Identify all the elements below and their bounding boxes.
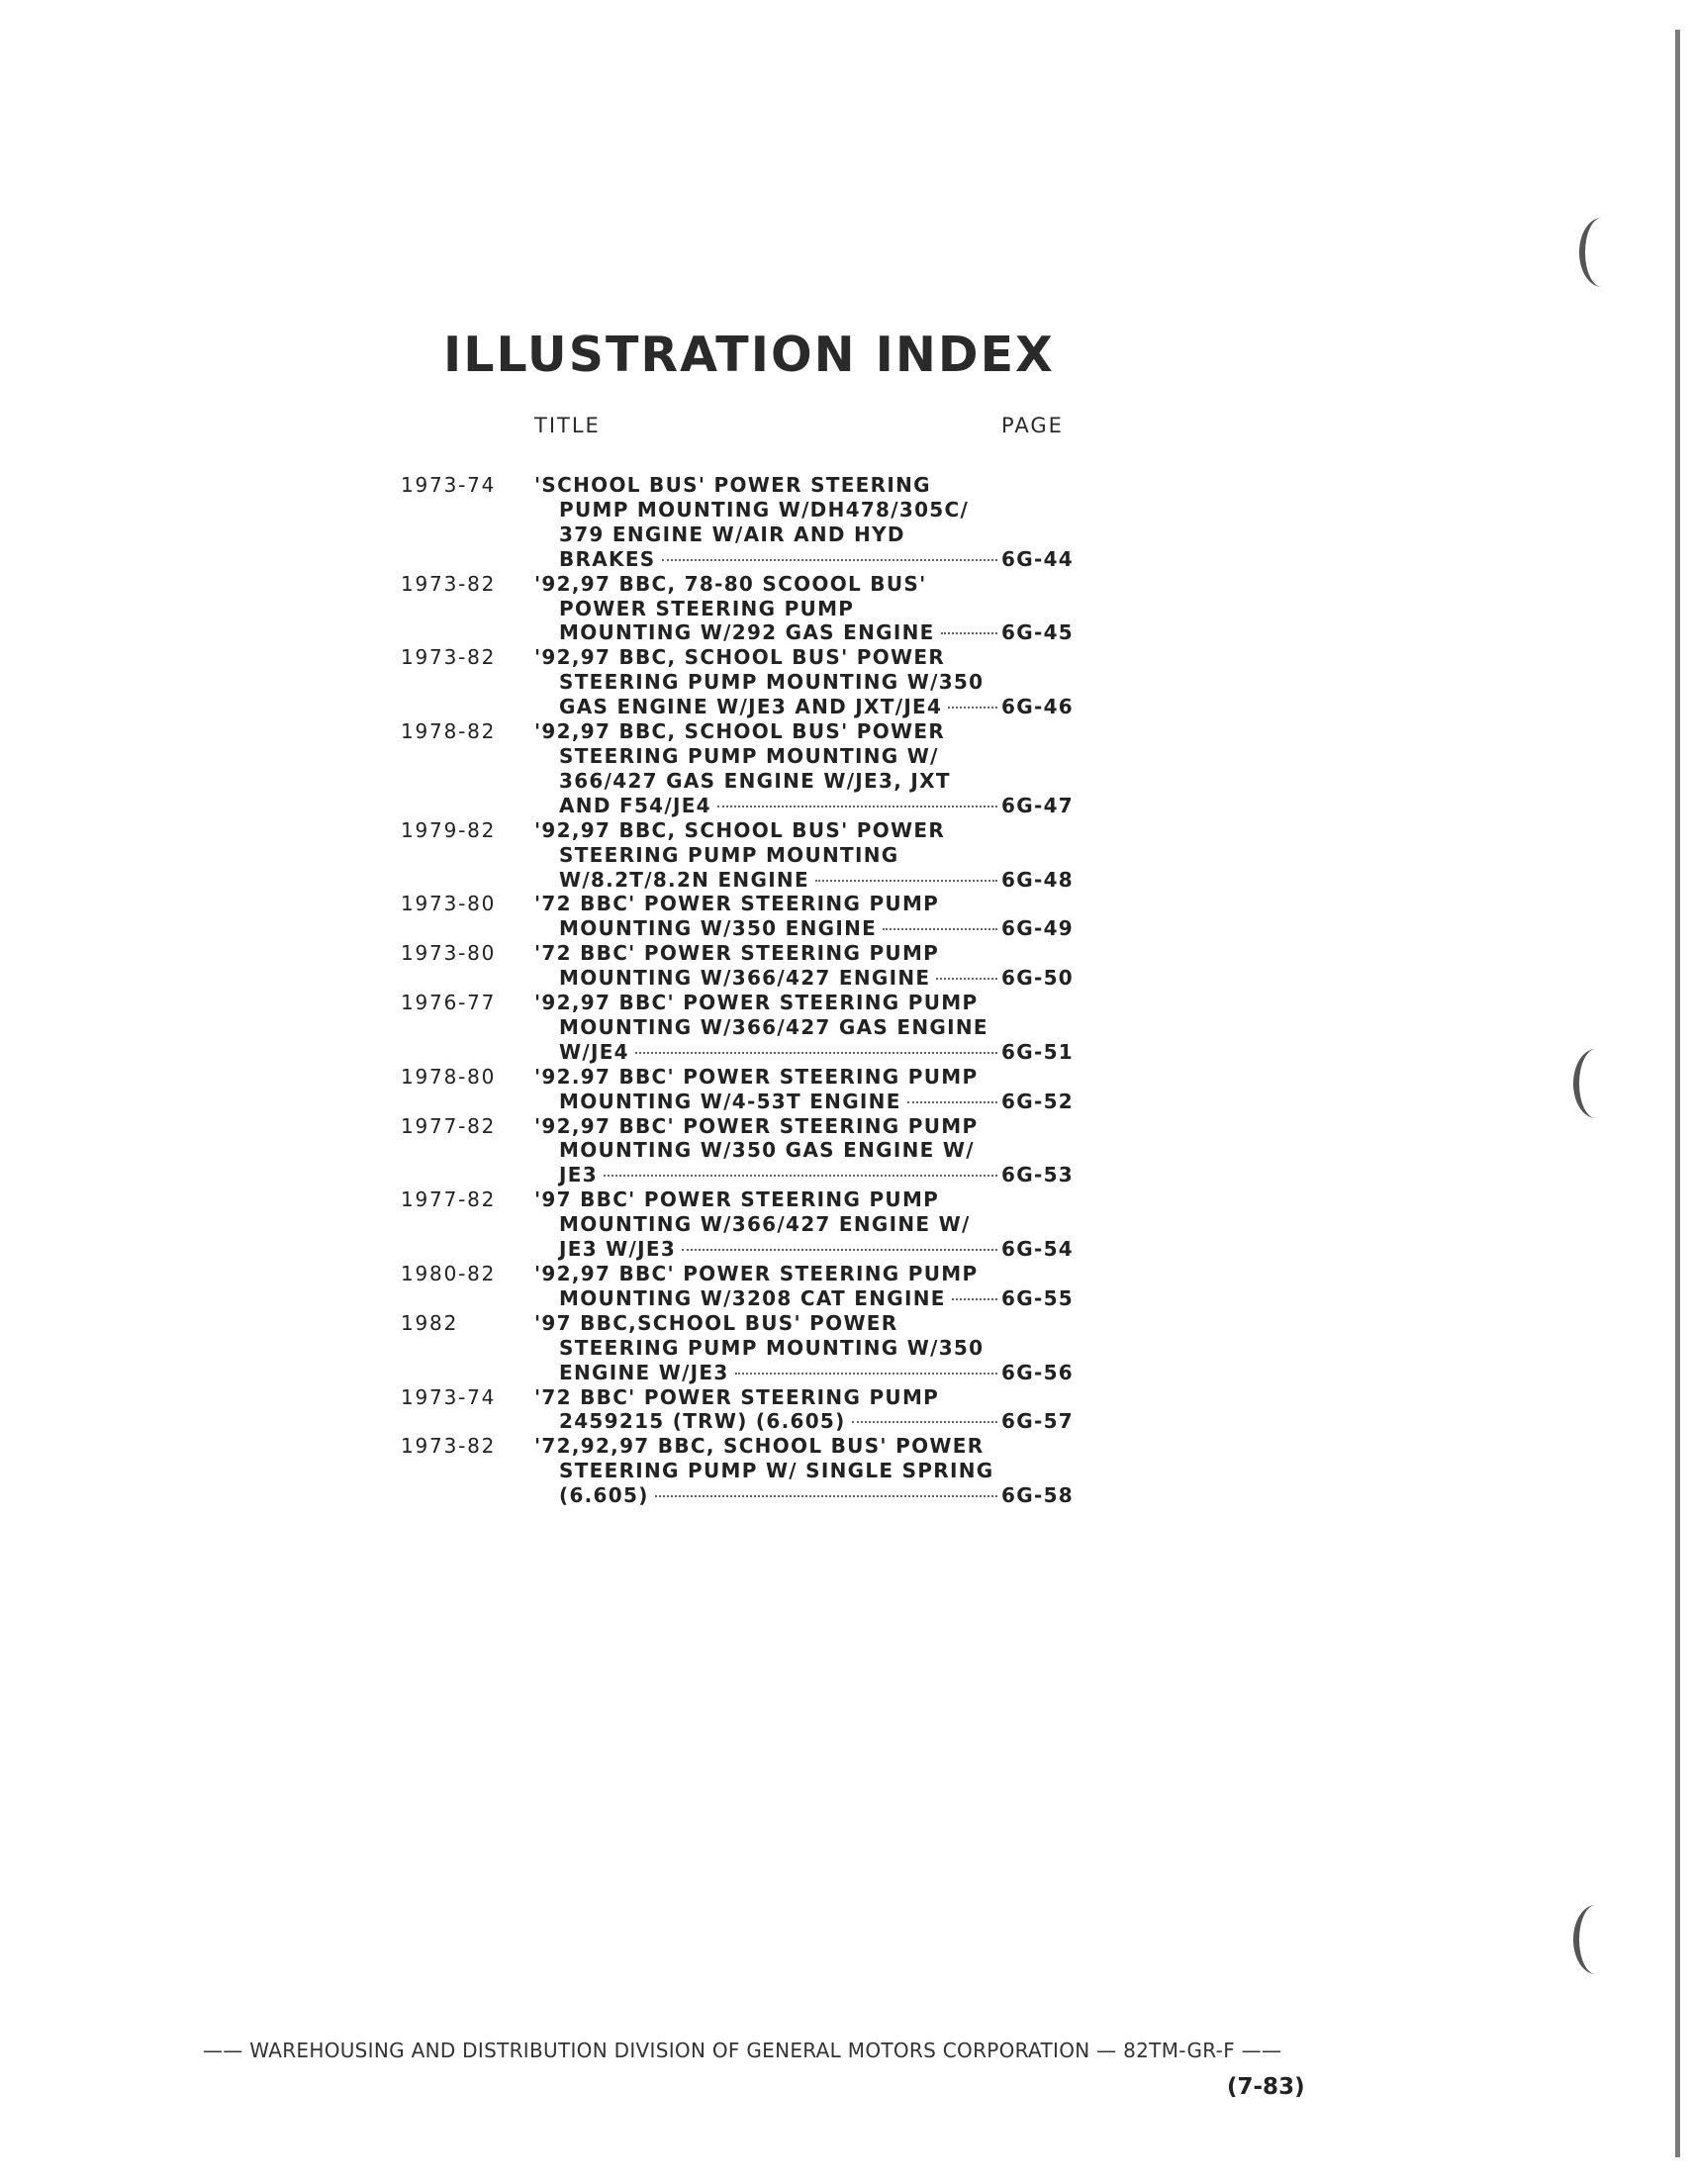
- entry-title-text: 366/427 GAS ENGINE W/JE3, JXT: [559, 768, 951, 793]
- illustration-index-list: [401, 473, 1074, 1508]
- entry-title-line: [534, 744, 1074, 769]
- entry-title-text: PUMP MOUNTING W/DH478/305C/: [559, 497, 970, 522]
- entry-title-text: MOUNTING W/350 ENGINE: [559, 916, 878, 941]
- entry-page-number: 6G-51: [1001, 1039, 1074, 1064]
- entry-title-line: [534, 941, 1074, 966]
- entry-title: [534, 941, 1074, 991]
- binder-hole-bottom: [1573, 1905, 1619, 1974]
- entry-title-text: '72 BBC' POWER STEERING PUMP: [534, 941, 940, 966]
- entry-page-number: 6G-52: [1001, 1089, 1074, 1113]
- entry-title-line: [534, 1483, 1074, 1508]
- entry-page-number: 6G-47: [1001, 793, 1074, 817]
- entry-title-line: [534, 1040, 1074, 1065]
- entry-page-number: 6G-57: [1001, 1409, 1074, 1434]
- entry-title-line: [534, 645, 1074, 670]
- dot-leader: [815, 880, 997, 882]
- entry-title-line: [534, 868, 1074, 893]
- entry-title-line: [534, 1065, 1074, 1090]
- entry-title-line: [534, 1138, 1074, 1163]
- index-entry: [401, 1311, 1074, 1385]
- entry-title-text: (6.605): [559, 1483, 649, 1508]
- entry-title-line: [534, 719, 1074, 744]
- entry-title-text: STEERING PUMP MOUNTING W/350: [559, 1335, 985, 1360]
- binder-hole-top: [1579, 218, 1625, 287]
- entry-title-line: [534, 769, 1074, 794]
- entry-title: [534, 1187, 1074, 1262]
- entry-years: 1977-82: [401, 1113, 497, 1138]
- entry-title-line: [534, 670, 1074, 695]
- dot-leader: [604, 1175, 997, 1177]
- entry-title-text: W/JE4: [559, 1039, 629, 1064]
- entry-title-text: MOUNTING W/350 GAS ENGINE W/: [559, 1138, 975, 1163]
- entry-title-line: [534, 1361, 1074, 1385]
- entry-years: 1978-80: [401, 1064, 497, 1089]
- entry-title-text: 2459215 (TRW) (6.605): [559, 1409, 846, 1434]
- entry-title: [534, 1434, 1074, 1508]
- dot-leader: [941, 632, 997, 634]
- entry-title-text: 379 ENGINE W/AIR AND HYD: [559, 522, 905, 546]
- entry-title-line: [534, 916, 1074, 941]
- entry-years: 1973-82: [401, 645, 497, 670]
- index-entry: [401, 572, 1074, 646]
- dot-leader: [883, 928, 997, 930]
- entry-title-line: [534, 1434, 1074, 1459]
- entry-title-line: [534, 1311, 1074, 1336]
- dot-leader: [907, 1101, 997, 1103]
- entry-page-number: 6G-58: [1001, 1483, 1074, 1508]
- entry-years: 1973-80: [401, 941, 497, 966]
- entry-title: [534, 1262, 1074, 1311]
- entry-years: 1973-80: [401, 892, 497, 916]
- entry-title-text: STEERING PUMP W/ SINGLE SPRING: [559, 1459, 994, 1483]
- footer-revision-code: (7-83): [1227, 2074, 1305, 2100]
- entry-title-text: '92,97 BBC' POWER STEERING PUMP: [534, 1113, 979, 1138]
- index-entry: [401, 1065, 1074, 1114]
- entry-title-text: MOUNTING W/4-53T ENGINE: [559, 1089, 901, 1113]
- dot-leader: [717, 806, 997, 807]
- index-entry: [401, 1262, 1074, 1311]
- entry-title: [534, 1385, 1074, 1435]
- entry-title-text: JE3: [559, 1163, 598, 1187]
- entry-years: 1973-82: [401, 1434, 497, 1459]
- entry-page-number: 6G-55: [1001, 1285, 1074, 1310]
- index-entry: [401, 941, 1074, 991]
- entry-title-text: '97 BBC,SCHOOL BUS' POWER: [534, 1310, 898, 1335]
- entry-title-line: [534, 1187, 1074, 1212]
- entry-title-text: JE3 W/JE3: [559, 1237, 677, 1262]
- entry-title-text: GAS ENGINE W/JE3 AND JXT/JE4: [559, 695, 943, 719]
- index-entry: [401, 719, 1074, 818]
- entry-title-line: [534, 966, 1074, 991]
- entry-page-number: 6G-53: [1001, 1163, 1074, 1187]
- entry-title-line: [534, 1459, 1074, 1483]
- index-entry: [401, 1114, 1074, 1188]
- entry-page-number: 6G-49: [1001, 916, 1074, 941]
- entry-title-text: '92,97 BBC, SCHOOL BUS' POWER: [534, 645, 946, 670]
- entry-title-line: [534, 473, 1074, 498]
- dot-leader: [852, 1421, 997, 1423]
- entry-title-text: STEERING PUMP MOUNTING W/: [559, 743, 939, 768]
- entry-years: 1979-82: [401, 817, 497, 842]
- entry-title-line: [534, 547, 1074, 572]
- entry-title-text: MOUNTING W/292 GAS ENGINE: [559, 620, 935, 645]
- entry-years: 1978-82: [401, 719, 497, 744]
- entry-title-text: ENGINE W/JE3: [559, 1360, 729, 1384]
- entry-title-text: '92,97 BBC' POWER STEERING PUMP: [534, 1262, 979, 1285]
- index-entry: [401, 892, 1074, 941]
- entry-title-line: [534, 892, 1074, 916]
- dot-leader: [735, 1373, 997, 1375]
- entry-title-text: 'SCHOOL BUS' POWER STEERING: [534, 473, 931, 497]
- entry-title-text: '72 BBC' POWER STEERING PUMP: [534, 892, 940, 916]
- entry-page-number: 6G-50: [1001, 966, 1074, 991]
- entry-title-line: [534, 1409, 1074, 1434]
- entry-title: [534, 1114, 1074, 1188]
- entry-title: [534, 645, 1074, 719]
- entry-title-text: MOUNTING W/366/427 GAS ENGINE: [559, 1014, 988, 1039]
- entry-title-text: POWER STEERING PUMP: [559, 596, 855, 620]
- entry-title: [534, 818, 1074, 893]
- entry-title: [534, 991, 1074, 1065]
- entry-title: [534, 1311, 1074, 1385]
- entry-title-line: [534, 1163, 1074, 1187]
- entry-title-line: [534, 522, 1074, 547]
- entry-years: 1977-82: [401, 1187, 497, 1212]
- dot-leader: [635, 1052, 997, 1054]
- entry-title-line: [534, 1286, 1074, 1311]
- entry-page-number: 6G-45: [1001, 620, 1074, 645]
- entry-title-line: [534, 794, 1074, 818]
- index-entry: [401, 1187, 1074, 1262]
- entry-title: [534, 473, 1074, 572]
- entry-page-number: 6G-46: [1001, 695, 1074, 719]
- entry-years: 1973-74: [401, 1384, 497, 1409]
- entry-title-text: '92,97 BBC, 78-80 SCOOOL BUS': [534, 571, 927, 596]
- entry-title-line: [534, 1237, 1074, 1262]
- entry-years: 1982: [401, 1310, 459, 1335]
- index-entry: [401, 1434, 1074, 1508]
- binder-hole-middle: [1573, 1049, 1619, 1118]
- index-entry: [401, 991, 1074, 1065]
- entry-title-line: [534, 1385, 1074, 1410]
- dot-leader: [948, 707, 997, 709]
- entry-title-line: [534, 1262, 1074, 1286]
- dot-leader: [655, 1495, 997, 1497]
- entry-title-line: [534, 1212, 1074, 1237]
- page-edge: [1675, 30, 1680, 2157]
- entry-title-line: [534, 818, 1074, 843]
- entry-page-number: 6G-48: [1001, 867, 1074, 892]
- entry-years: 1980-82: [401, 1262, 497, 1285]
- entry-title-text: MOUNTING W/366/427 ENGINE W/: [559, 1212, 971, 1237]
- entry-title-line: [534, 1114, 1074, 1139]
- dot-leader: [936, 978, 997, 980]
- page-title: ILLUSTRATION INDEX: [443, 327, 1055, 383]
- entry-title-text: '97 BBC' POWER STEERING PUMP: [534, 1187, 940, 1212]
- entry-page-number: 6G-56: [1001, 1360, 1074, 1384]
- entry-title-text: '72,92,97 BBC, SCHOOL BUS' POWER: [534, 1434, 985, 1459]
- entry-title-line: [534, 1090, 1074, 1114]
- entry-title-line: [534, 1015, 1074, 1040]
- entry-title-text: MOUNTING W/3208 CAT ENGINE: [559, 1285, 946, 1310]
- entry-title: [534, 719, 1074, 818]
- entry-title-text: BRAKES: [559, 546, 656, 571]
- entry-years: 1976-77: [401, 991, 497, 1015]
- column-header-page: PAGE: [1001, 414, 1064, 437]
- entry-title-line: [534, 695, 1074, 719]
- entry-title-text: '92,97 BBC, SCHOOL BUS' POWER: [534, 719, 946, 744]
- entry-years: 1973-82: [401, 571, 497, 596]
- entry-title-line: [534, 597, 1074, 621]
- entry-title-text: '92,97 BBC, SCHOOL BUS' POWER: [534, 817, 946, 842]
- entry-title-text: W/8.2T/8.2N ENGINE: [559, 867, 809, 892]
- entry-title-text: MOUNTING W/366/427 ENGINE: [559, 966, 931, 991]
- dot-leader: [952, 1298, 997, 1300]
- entry-title-line: [534, 1336, 1074, 1361]
- entry-title: [534, 1065, 1074, 1114]
- entry-page-number: 6G-44: [1001, 546, 1074, 571]
- entry-title: [534, 572, 1074, 646]
- column-header-title: TITLE: [534, 414, 601, 437]
- entry-title: [534, 892, 1074, 941]
- footer-publisher-line: —— WAREHOUSING AND DISTRIBUTION DIVISION OF GENERAL MOTORS CORPORATION — 82TM-GR-F ——: [203, 2039, 1282, 2062]
- index-entry: [401, 645, 1074, 719]
- entry-title-line: [534, 620, 1074, 645]
- entry-title-text: STEERING PUMP MOUNTING: [559, 842, 899, 867]
- entry-title-line: [534, 498, 1074, 522]
- entry-title-text: '92.97 BBC' POWER STEERING PUMP: [534, 1064, 979, 1089]
- entry-title-line: [534, 991, 1074, 1015]
- entry-title-text: '72 BBC' POWER STEERING PUMP: [534, 1384, 940, 1409]
- dot-leader: [682, 1249, 997, 1251]
- index-entry: [401, 473, 1074, 572]
- entry-title-text: STEERING PUMP MOUNTING W/350: [559, 670, 985, 695]
- entry-title-line: [534, 843, 1074, 868]
- entry-title-text: AND F54/JE4: [559, 793, 711, 817]
- entry-title-line: [534, 572, 1074, 597]
- index-entry: [401, 1385, 1074, 1435]
- dot-leader: [662, 559, 998, 561]
- entry-page-number: 6G-54: [1001, 1237, 1074, 1262]
- entry-years: 1973-74: [401, 473, 497, 497]
- index-entry: [401, 818, 1074, 893]
- entry-title-text: '92,97 BBC' POWER STEERING PUMP: [534, 991, 979, 1015]
